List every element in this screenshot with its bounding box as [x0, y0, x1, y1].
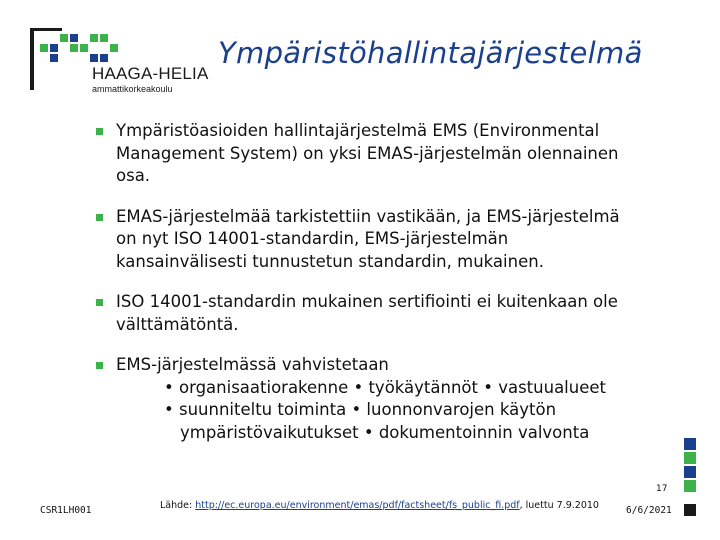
slide-title: Ympäristöhallintajärjestelmä — [218, 36, 643, 70]
logo-frame-left — [30, 28, 34, 90]
sub-line: ympäristövaikutukset • dokumentoinnin valvonta — [180, 422, 590, 442]
sub-line: • suunniteltu toiminta • luonnonvarojen käytön — [164, 400, 557, 419]
bullet-line: ISO 14001-standardin mukainen sertifiointi ei kuitenkaan ole — [116, 292, 618, 311]
footer-date: 6/6/2021 — [626, 505, 672, 516]
footer-code: CSR1LH001 — [40, 505, 92, 516]
haaga-helia-logo — [30, 28, 209, 94]
bullet-square-icon — [96, 362, 103, 369]
bullet-item-emas — [96, 206, 666, 274]
bullet-line: osa. — [116, 166, 151, 185]
bullet-line: on nyt ISO 14001-standardin, EMS-järjestelmän — [116, 229, 509, 248]
bullet-square-icon — [96, 128, 103, 135]
bullet-line: kansainvälisesti tunnustetun standardin, mukainen. — [116, 251, 544, 271]
bullet-line: Ympäristöasioiden hallintajärjestelmä EMS (Environmental — [116, 121, 600, 140]
bullet-item-vahvistetaan — [96, 354, 666, 444]
bullet-item-ems — [96, 120, 666, 188]
bullet-line: EMAS-järjestelmää tarkistettiin vastikään, ja EMS-järjestelmä — [116, 206, 620, 226]
side-squares-icon — [684, 438, 696, 518]
logo-squares-icon — [40, 34, 140, 62]
page-number: 17 — [656, 484, 668, 494]
logo-name: HAAGA-HELIA — [92, 64, 209, 83]
bullet-line: EMS-järjestelmässä vahvistetaan — [116, 355, 389, 374]
source-link[interactable]: http://ec.europa.eu/environment/emas/pdf/factsheet/fs_public_fi.pdf — [195, 500, 520, 511]
sub-line: • organisaatiorakenne • työkäytännöt • vastuualueet — [164, 377, 606, 397]
bullet-square-icon — [96, 299, 103, 306]
bullet-list — [96, 120, 666, 462]
source-prefix: Lähde: — [160, 500, 196, 511]
source-suffix: , luettu 7.9.2010 — [519, 500, 599, 511]
logo-frame-top — [30, 28, 62, 31]
bullet-line: välttämätöntä. — [116, 314, 239, 334]
bullet-square-icon — [96, 214, 103, 221]
bullet-line: Management System) on yksi EMAS-järjestelmän olennainen — [116, 143, 619, 163]
footer-source — [160, 500, 599, 511]
logo-subtitle: ammattikorkeakoulu — [92, 84, 173, 94]
bullet-item-iso — [96, 291, 666, 336]
